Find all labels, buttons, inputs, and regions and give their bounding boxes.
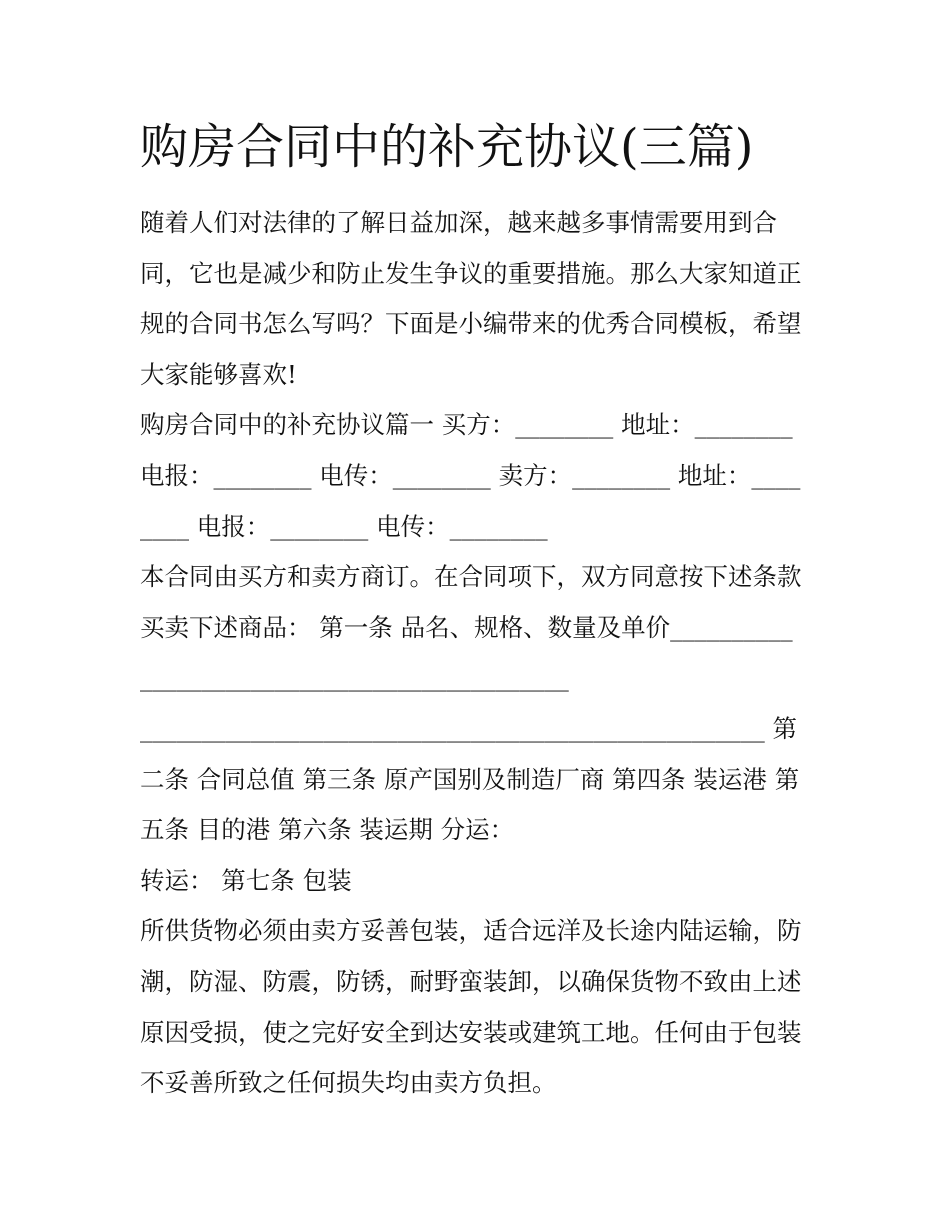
body-line: ____ 电报：________ 电传：________ [140, 511, 548, 541]
body-line: 不妥善所致之任何损失均由卖方负担。 [140, 1068, 557, 1098]
body-line: ___________________________________ [140, 663, 569, 693]
body-line: 本合同由买方和卖方商订。在合同项下，双方同意按下述条款 [140, 562, 802, 592]
body-line: 二条 合同总值 第三条 原产国别及制造厂商 第四条 装运港 第 [140, 764, 800, 794]
body-line: 大家能够喜欢! [140, 359, 297, 389]
body-line: 电报：________ 电传：________ 卖方：________ 地址：____ [140, 460, 801, 490]
body-line: 原因受损，使之完好安全到达安装或建筑工地。任何由于包装 [140, 1017, 802, 1047]
body-line: 规的合同书怎么写吗？下面是小编带来的优秀合同模板，希望 [140, 309, 802, 339]
body-line: 五条 目的港 第六条 装运期 分运： [140, 815, 515, 845]
document-body [140, 198, 820, 1109]
body-line: 潮，防湿、防震，防锈，耐野蛮装卸，以确保货物不致由上述 [140, 966, 802, 996]
body-line: 转运： 第七条 包装 [140, 865, 352, 895]
document-title: 购房合同中的补充协议(三篇) [140, 119, 754, 175]
body-line: 所供货物必须由卖方妥善包装，适合远洋及长途内陆运输，防 [140, 916, 802, 946]
body-line: 购房合同中的补充协议篇一 买方：________ 地址：________ [140, 410, 793, 440]
body-line: ___________________________________________________ 第 [140, 713, 798, 743]
body-line: 买卖下述商品： 第一条 品名、规格、数量及单价__________ [140, 612, 793, 642]
body-line: 同，它也是减少和防止发生争议的重要措施。那么大家知道正 [140, 258, 802, 288]
body-line: 随着人们对法律的了解日益加深，越来越多事情需要用到合 [140, 208, 777, 237]
